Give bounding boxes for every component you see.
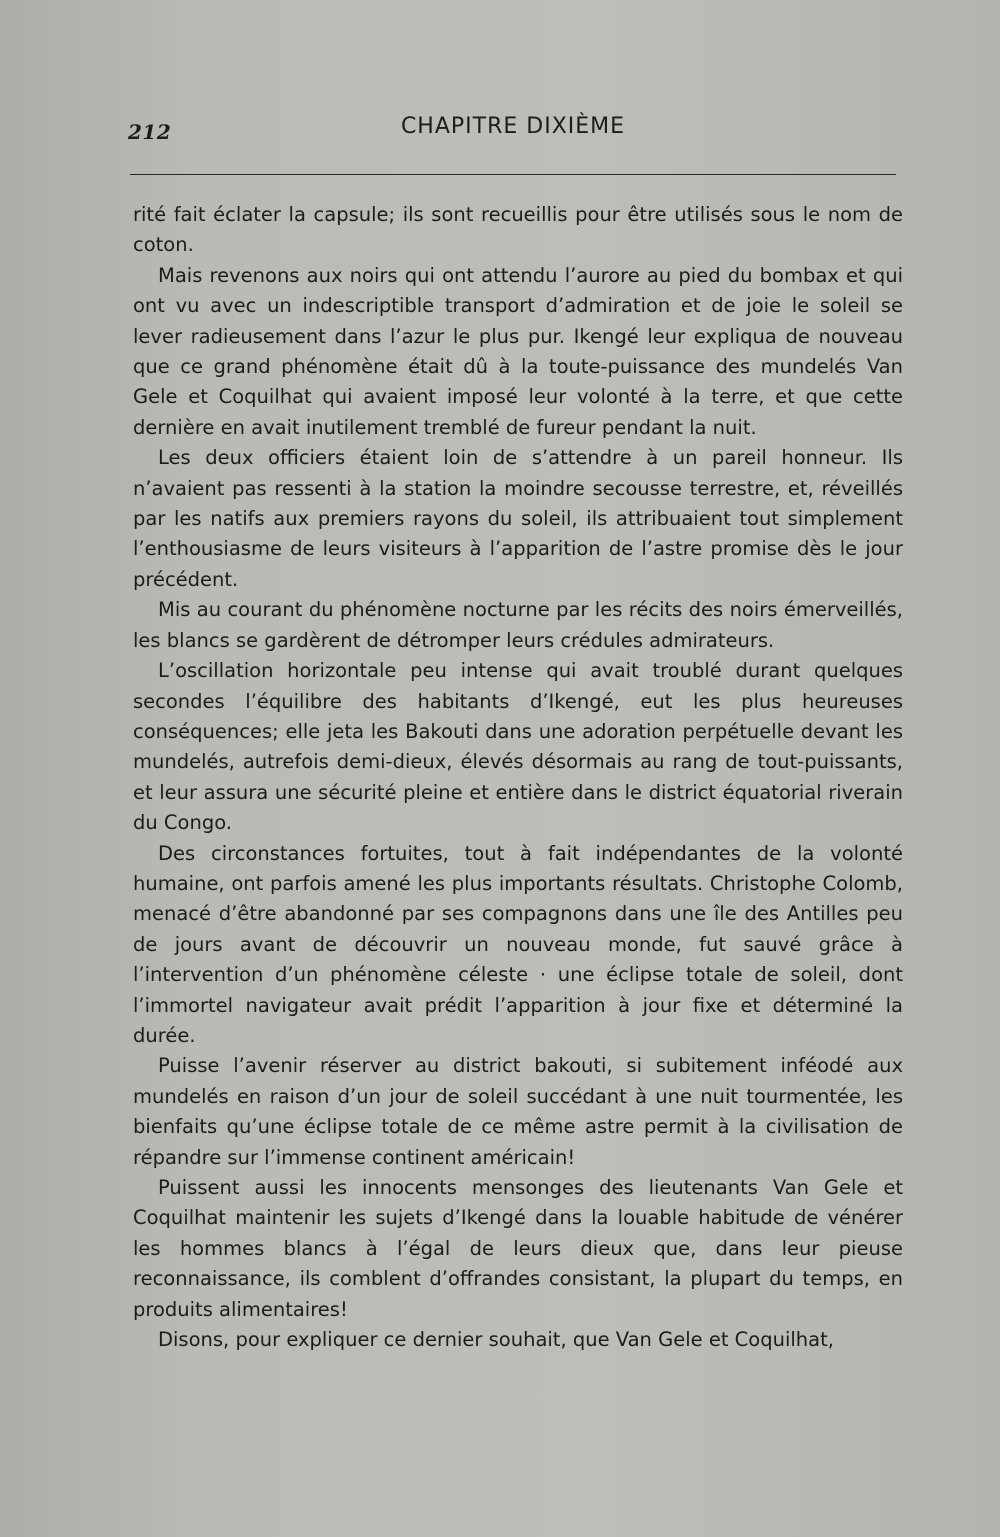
page-number: 212: [128, 120, 172, 144]
paragraph: Les deux officiers étaient loin de s’attendre à un pareil honneur. Ils n’avaient pas ressenti à la station la moindre secousse terrestre, et, réveillés par les natifs aux premiers rayons du soleil, ils attribuaient tout simplement l’enthousiasme de leurs visiteurs à l’apparition de l’astre promise dès le jour précédent.: [133, 446, 903, 591]
paragraph: Puisse l’avenir réserver au district bakouti, si subitement inféodé aux mundelés en raison d’un jour de soleil succédant à une nuit tourmentée, les bienfaits qu’une éclipse totale de ce même astre permit à la civilisation de répandre sur l’immense continent américain!: [133, 1054, 903, 1169]
paragraph: Disons, pour expliquer ce dernier souhait, que Van Gele et Coquilhat,: [158, 1328, 834, 1352]
paragraph: Puissent aussi les innocents mensonges des lieutenants Van Gele et Coquilhat maintenir les sujets d’Ikengé dans la louable habitude de vénérer les hommes blancs à l’égal de leurs dieux que, dans leur pieuse reconnaissance, ils comblent d’offrandes consistant, la plupart du temps, en produits alimentaires!: [133, 1176, 903, 1321]
paragraph: L’oscillation horizontale peu intense qui avait troublé durant quelques secondes l’équilibre des habitants d’Ikengé, eut les plus heureuses conséquences; elle jeta les Bakouti dans une adoration perpétuelle devant les mundelés, autrefois demi-dieux, élevés désormais au rang de tout-puissants, et leur assura une sécurité pleine et entière dans le district équatorial riverain du Congo.: [133, 659, 903, 835]
paragraph: Mais revenons aux noirs qui ont attendu l’aurore au pied du bombax et qui ont vu avec un indescriptible transport d’admiration et de joie le soleil se lever radieusement dans l’azur le plus pur. Ikengé leur expliqua de nouveau que ce grand phénomène était dû à la toute-puissance des mundelés Van Gele et Coquilhat qui avaient imposé leur volonté à la terre, et que cette dernière en avait inutilement tremblé de fureur pendant la nuit.: [133, 263, 903, 439]
paragraph-continuation: rité fait éclater la capsule; ils sont recueillis pour être utilisés sous le nom de coton.: [133, 203, 903, 257]
paragraph: Des circonstances fortuites, tout à fait indépendantes de la volonté humaine, ont parfois amené les plus importants résultats. Christophe Colomb, menacé d’être abandonné par ses compagnons dans une île des Antilles peu de jours avant de découvrir un nouveau monde, fut sauvé grâce à l’intervention d’un phénomène céleste · une éclipse totale de soleil, dont l’immortel navigateur avait prédit l’apparition à jour fixe et déterminé la durée.: [133, 841, 903, 1047]
running-head: [128, 110, 898, 150]
body-text: [133, 200, 903, 1355]
paragraph: Mis au courant du phénomène nocturne par les récits des noirs émerveillés, les blancs se gardèrent de détromper leurs crédules admirateurs.: [133, 598, 903, 652]
header-rule: [130, 174, 896, 175]
chapter-title: CHAPITRE DIXIÈME: [400, 114, 626, 139]
